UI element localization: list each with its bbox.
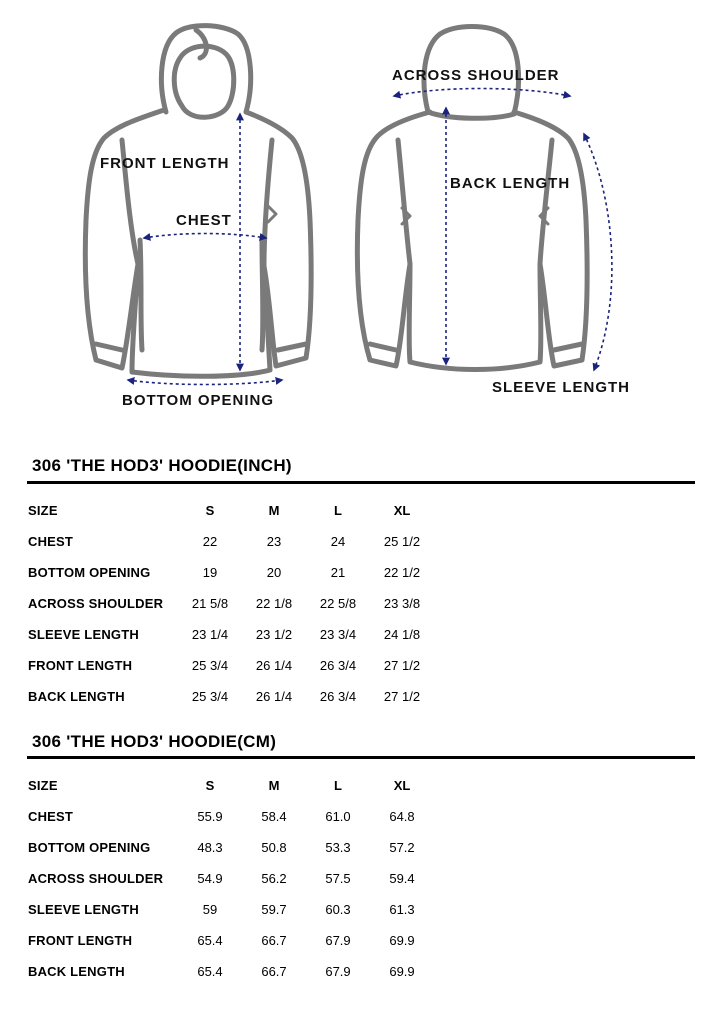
cell-value: 27 1/2 xyxy=(383,658,421,673)
size-m-header: M xyxy=(268,778,280,793)
cell-value: 21 5/8 xyxy=(191,596,229,611)
table-row xyxy=(28,557,434,588)
front-hoodie-outline xyxy=(85,26,311,377)
cell-value: 55.9 xyxy=(197,809,223,824)
table-row xyxy=(28,894,434,925)
row-label: CHEST xyxy=(28,809,74,824)
row-label: FRONT LENGTH xyxy=(28,658,133,673)
size-header: SIZE xyxy=(28,503,58,518)
inch-table-title: 306 'THE HOD3' HOODIE(INCH) xyxy=(32,456,292,475)
size-xl-header: XL xyxy=(393,778,411,793)
size-l-header: L xyxy=(334,503,342,518)
table-row xyxy=(28,925,434,956)
across-shoulder-label: ACROSS SHOULDER xyxy=(392,67,560,84)
cell-value: 26 1/4 xyxy=(255,658,293,673)
cell-value: 59 xyxy=(202,902,218,917)
front-length-label: FRONT LENGTH xyxy=(100,155,230,172)
size-l-header: L xyxy=(334,778,342,793)
size-xl-header: XL xyxy=(393,503,411,518)
cell-value: 58.4 xyxy=(261,809,287,824)
cell-value: 53.3 xyxy=(325,840,351,855)
cell-value: 23 3/4 xyxy=(319,627,357,642)
table-row xyxy=(28,863,434,894)
row-label: BACK LENGTH xyxy=(28,964,125,979)
bottom-opening-label: BOTTOM OPENING xyxy=(122,392,275,409)
cm-size-table xyxy=(28,770,434,987)
cell-value: 54.9 xyxy=(197,871,223,886)
table-header-row xyxy=(28,770,434,801)
row-label: FRONT LENGTH xyxy=(28,933,133,948)
row-label: SLEEVE LENGTH xyxy=(28,627,139,642)
table-row xyxy=(28,619,434,650)
cell-value: 66.7 xyxy=(261,964,287,979)
back-length-label: BACK LENGTH xyxy=(450,175,571,192)
cell-value: 25 1/2 xyxy=(383,534,421,549)
cell-value: 23 1/4 xyxy=(191,627,229,642)
row-label: BACK LENGTH xyxy=(28,689,125,704)
table-row xyxy=(28,526,434,557)
cell-value: 26 3/4 xyxy=(319,689,357,704)
cell-value: 22 xyxy=(202,534,218,549)
cell-value: 65.4 xyxy=(197,964,223,979)
size-m-header: M xyxy=(268,503,280,518)
cell-value: 22 5/8 xyxy=(319,596,357,611)
across-shoulder-arrow xyxy=(394,89,570,97)
row-label: ACROSS SHOULDER xyxy=(28,596,164,611)
row-label: SLEEVE LENGTH xyxy=(28,902,139,917)
measurement-diagram xyxy=(0,0,723,430)
table-header-row xyxy=(28,495,434,526)
inch-size-table xyxy=(28,495,434,712)
cell-value: 19 xyxy=(202,565,218,580)
cell-value: 26 3/4 xyxy=(319,658,357,673)
row-label: CHEST xyxy=(28,534,74,549)
cell-value: 57.2 xyxy=(389,840,415,855)
sleeve-length-label: SLEEVE LENGTH xyxy=(492,379,631,396)
table-row xyxy=(28,801,434,832)
cell-value: 22 1/8 xyxy=(255,596,293,611)
cell-value: 59.7 xyxy=(261,902,287,917)
chest-label: CHEST xyxy=(176,212,232,229)
table-row xyxy=(28,832,434,863)
cell-value: 66.7 xyxy=(261,933,287,948)
cell-value: 48.3 xyxy=(197,840,223,855)
size-header: SIZE xyxy=(28,778,58,793)
cell-value: 23 1/2 xyxy=(255,627,293,642)
chest-arrow xyxy=(144,234,266,239)
cell-value: 25 3/4 xyxy=(191,658,229,673)
cell-value: 21 xyxy=(330,565,346,580)
cell-value: 61.0 xyxy=(325,809,351,824)
cell-value: 69.9 xyxy=(389,964,415,979)
cell-value: 50.8 xyxy=(261,840,287,855)
cm-table-title: 306 'THE HOD3' HOODIE(CM) xyxy=(32,732,277,751)
cell-value: 27 1/2 xyxy=(383,689,421,704)
cell-value: 22 1/2 xyxy=(383,565,421,580)
cell-value: 69.9 xyxy=(389,933,415,948)
cell-value: 25 3/4 xyxy=(191,689,229,704)
cell-value: 56.2 xyxy=(261,871,287,886)
cell-value: 60.3 xyxy=(325,902,351,917)
row-label: BOTTOM OPENING xyxy=(28,840,151,855)
cell-value: 24 xyxy=(330,534,346,549)
table-row xyxy=(28,681,434,712)
row-label: ACROSS SHOULDER xyxy=(28,871,164,886)
table-row xyxy=(28,956,434,987)
cell-value: 23 3/8 xyxy=(383,596,421,611)
table-row xyxy=(28,650,434,681)
table-row xyxy=(28,588,434,619)
size-s-header: S xyxy=(205,778,215,793)
cell-value: 57.5 xyxy=(325,871,351,886)
cell-value: 59.4 xyxy=(389,871,415,886)
inch-table-divider xyxy=(27,481,695,484)
row-label: BOTTOM OPENING xyxy=(28,565,151,580)
cell-value: 20 xyxy=(266,565,282,580)
cm-table-divider xyxy=(27,756,695,759)
bottom-opening-arrow xyxy=(128,380,282,385)
size-s-header: S xyxy=(205,503,215,518)
cell-value: 67.9 xyxy=(325,964,351,979)
cell-value: 65.4 xyxy=(197,933,223,948)
cell-value: 61.3 xyxy=(389,902,415,917)
cell-value: 26 1/4 xyxy=(255,689,293,704)
cell-value: 23 xyxy=(266,534,282,549)
cell-value: 67.9 xyxy=(325,933,351,948)
cell-value: 64.8 xyxy=(389,809,415,824)
cell-value: 24 1/8 xyxy=(383,627,421,642)
